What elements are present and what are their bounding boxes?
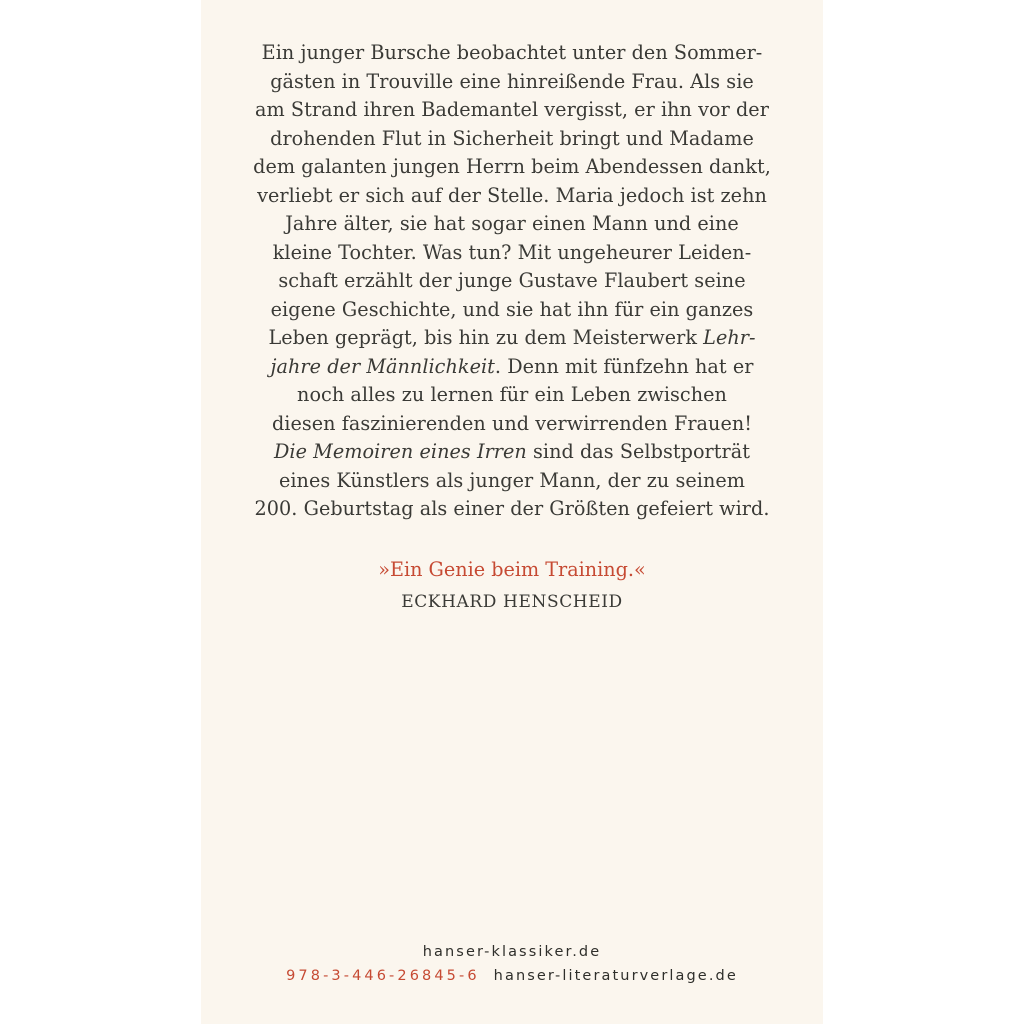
footer-row: [201, 966, 823, 986]
book-title-italic: Lehr-: [703, 326, 756, 349]
blurb-line: verliebt er sich auf der Stelle. Maria jedoch ist zehn: [257, 183, 767, 207]
blurb-line: jahre der Männlichkeit. Denn mit fünfzehn hat er: [270, 354, 754, 378]
blurb-text: [201, 39, 823, 524]
blurb-line: eigene Geschichte, und sie hat ihn für ein ganzes: [270, 297, 754, 321]
blurb-line: Die Memoiren eines Irren sind das Selbstporträt: [274, 440, 750, 463]
book-title-italic: Die Memoiren eines Irren: [274, 440, 527, 463]
website-link-klassiker[interactable]: hanser-klassiker.de: [422, 944, 602, 960]
blurb-line: Leben geprägt, bis hin zu dem Meisterwerk Lehr-: [268, 326, 756, 349]
blurb-line: 200. Geburtstag als einer der Größten gefeiert wird.: [254, 497, 770, 520]
quote-author: ECKHARD HENSCHEID: [401, 592, 623, 612]
website-link-literaturverlage[interactable]: hanser-literaturverlage.de: [493, 968, 738, 984]
blurb-line: noch alles zu lernen für ein Leben zwischen: [297, 383, 727, 406]
blurb-line: diesen faszinierenden und verwirrenden Frauen!: [271, 411, 753, 435]
book-back-cover: [201, 0, 823, 1024]
isbn-number: 978-3-446-26845-6: [286, 968, 480, 984]
blurb-line: Ein junger Bursche beobachtet unter den Sommer-: [261, 41, 763, 64]
blurb-line: eines Künstlers als junger Mann, der zu seinem: [278, 468, 746, 492]
review-quote: »Ein Genie beim Training.«: [378, 558, 646, 581]
blurb-line: schaft erzählt der junge Gustave Flaubert seine: [278, 269, 746, 292]
blurb-line: am Strand ihren Bademantel vergisst, er ihn vor der: [255, 98, 769, 121]
blurb-line: gästen in Trouville eine hinreißende Frau. Als sie: [270, 69, 754, 93]
blurb-line: Jahre älter, sie hat sogar einen Mann und eine: [285, 212, 739, 235]
blurb-line: kleine Tochter. Was tun? Mit ungeheurer Leiden-: [272, 240, 752, 264]
book-title-italic: jahre der Männlichkeit: [270, 354, 495, 378]
blurb-line: dem galanten jungen Herrn beim Abendessen dankt,: [253, 155, 771, 178]
blurb-line: drohenden Flut in Sicherheit bringt und Madame: [270, 126, 754, 150]
